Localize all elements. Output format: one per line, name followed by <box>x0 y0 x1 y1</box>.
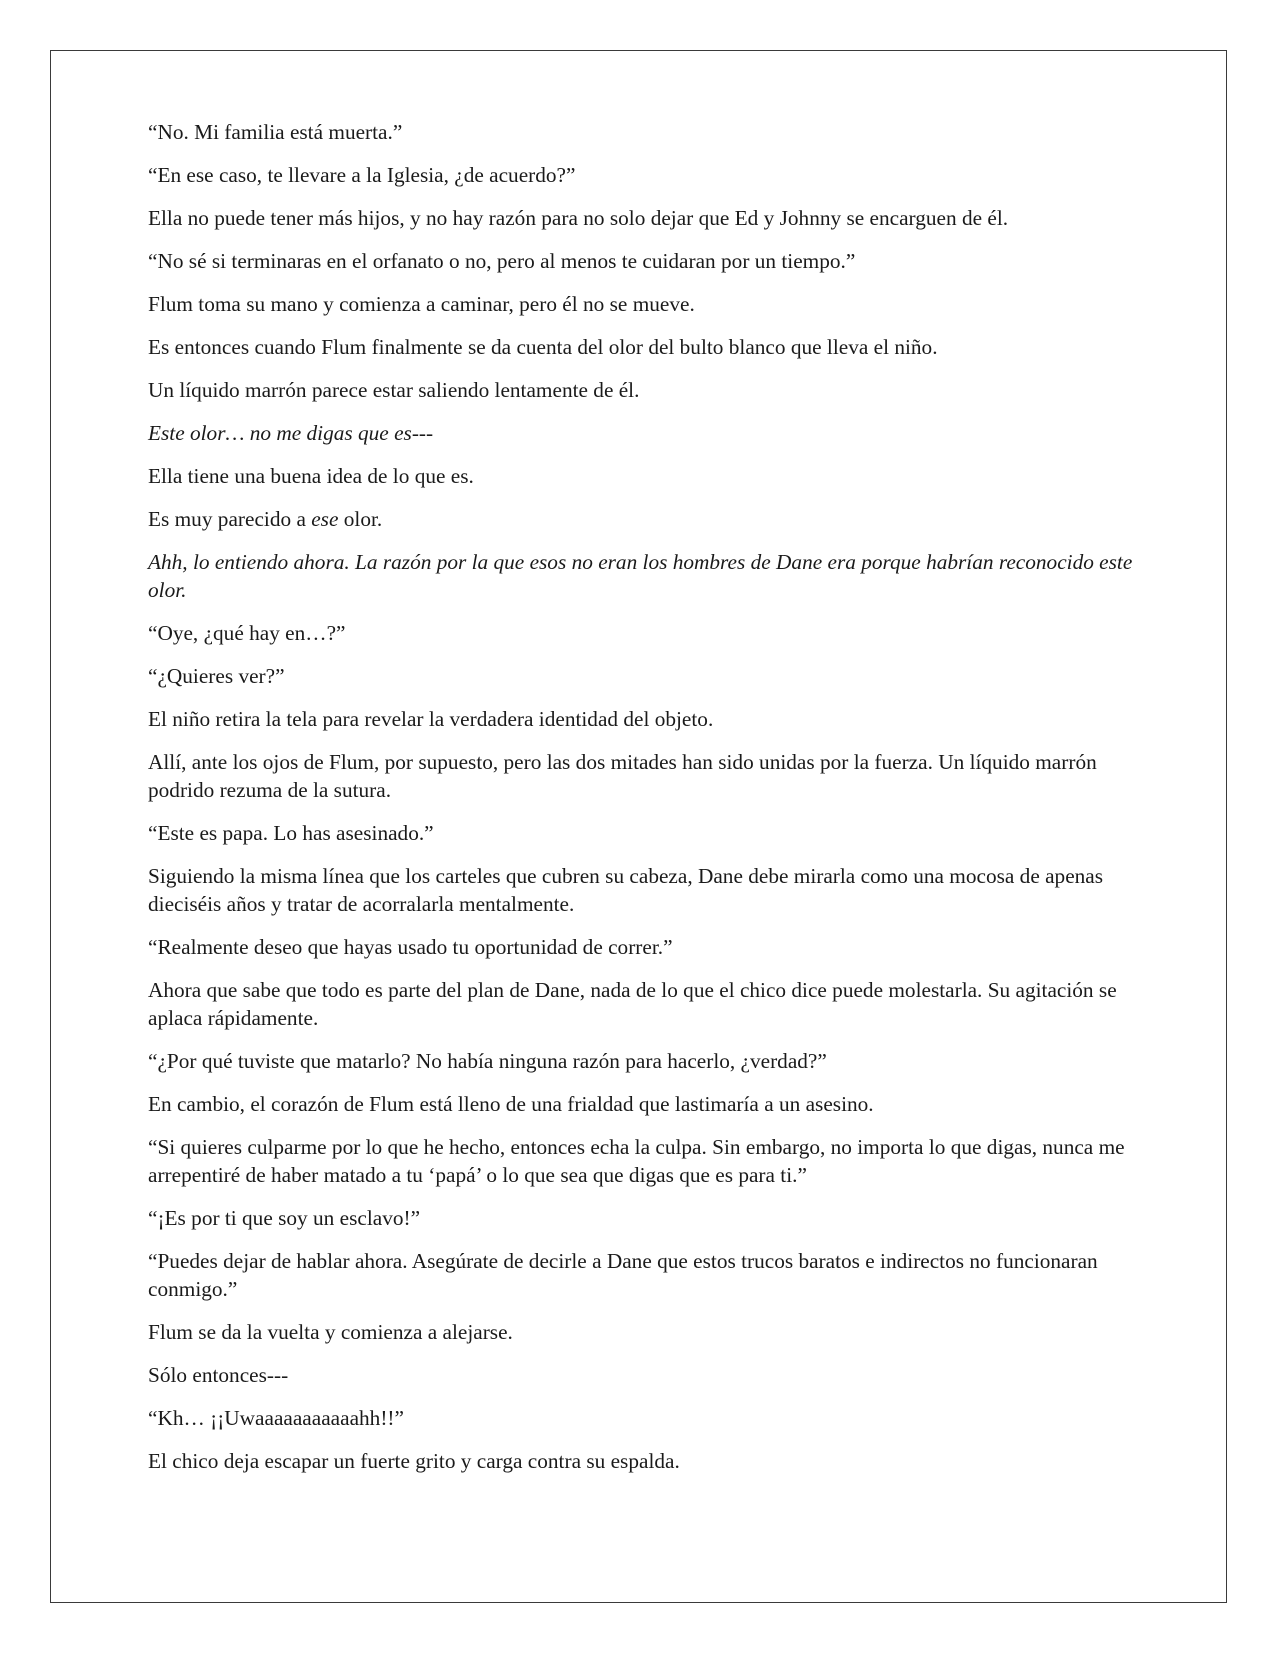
paragraph: “Puedes dejar de hablar ahora. Asegúrate de decirle a Dane que estos trucos baratos e indirectos no funcionaran conmigo.” <box>148 1249 1098 1301</box>
paragraph: Siguiendo la misma línea que los carteles que cubren su cabeza, Dane debe mirarla como una mocosa de apenas dieciséis años y tratar de acorralarla mentalmente. <box>148 864 1104 916</box>
paragraph: Sólo entonces--- <box>148 1363 289 1387</box>
paragraph: Flum toma su mano y comienza a caminar, pero él no se mueve. <box>148 292 695 316</box>
paragraph: “Realmente deseo que hayas usado tu oportunidad de correr.” <box>148 935 673 959</box>
paragraph-text-after: olor. <box>338 507 383 531</box>
paragraph: El niño retira la tela para revelar la verdadera identidad del objeto. <box>148 707 714 731</box>
paragraph-text-before: Es muy parecido a <box>148 507 312 531</box>
emphasized-word: ese <box>311 507 339 531</box>
paragraph: Flum se da la vuelta y comienza a alejarse. <box>148 1320 513 1344</box>
paragraph: El chico deja escapar un fuerte grito y carga contra su espalda. <box>148 1449 680 1473</box>
paragraph: “Kh… ¡¡Uwaaaaaaaaaaahh!!” <box>148 1406 404 1430</box>
paragraph: “Si quieres culparme por lo que he hecho, entonces echa la culpa. Sin embargo, no importa lo que digas, nunca me arrepentiré de haber matado a tu ‘papá’ o lo que sea que digas que es para ti.” <box>148 1135 1125 1187</box>
paragraph: “Oye, ¿qué hay en…?” <box>148 621 346 645</box>
paragraph: “¿Por qué tuviste que matarlo? No había ninguna razón para hacerlo, ¿verdad?” <box>148 1049 827 1073</box>
paragraph: Ella tiene una buena idea de lo que es. <box>148 464 474 488</box>
paragraph: En cambio, el corazón de Flum está lleno de una frialdad que lastimaría a un asesino. <box>148 1092 874 1116</box>
paragraph: “Este es papa. Lo has asesinado.” <box>148 821 434 845</box>
paragraph: “¡Es por ti que soy un esclavo!” <box>148 1206 421 1230</box>
paragraph: “En ese caso, te llevare a la Iglesia, ¿de acuerdo?” <box>148 163 576 187</box>
paragraph: Ahora que sabe que todo es parte del plan de Dane, nada de lo que el chico dice puede molestarla. Su agitación se aplaca rápidamente. <box>148 978 1117 1030</box>
paragraph: “No sé si terminaras en el orfanato o no, pero al menos te cuidaran por un tiempo.” <box>148 249 856 273</box>
italic-thought-paragraph: Ahh, lo entiendo ahora. La razón por la que esos no eran los hombres de Dane era porque habrían reconocido este olor. <box>148 550 1133 602</box>
paragraph: “¿Quieres ver?” <box>148 664 285 688</box>
italic-thought-paragraph: Este olor… no me digas que es--- <box>148 421 434 445</box>
paragraph: Allí, ante los ojos de Flum, por supuesto, pero las dos mitades han sido unidas por la fuerza. Un líquido marrón podrido rezuma de la sutura. <box>148 750 1097 802</box>
paragraph: Ella no puede tener más hijos, y no hay razón para no solo dejar que Ed y Johnny se encarguen de él. <box>148 206 1009 230</box>
paragraph-with-emphasis <box>148 505 1133 533</box>
document-body <box>148 118 1133 1490</box>
paragraph: “No. Mi familia está muerta.” <box>148 120 403 144</box>
paragraph: Es entonces cuando Flum finalmente se da cuenta del olor del bulto blanco que lleva el niño. <box>148 335 938 359</box>
paragraph: Un líquido marrón parece estar saliendo lentamente de él. <box>148 378 640 402</box>
